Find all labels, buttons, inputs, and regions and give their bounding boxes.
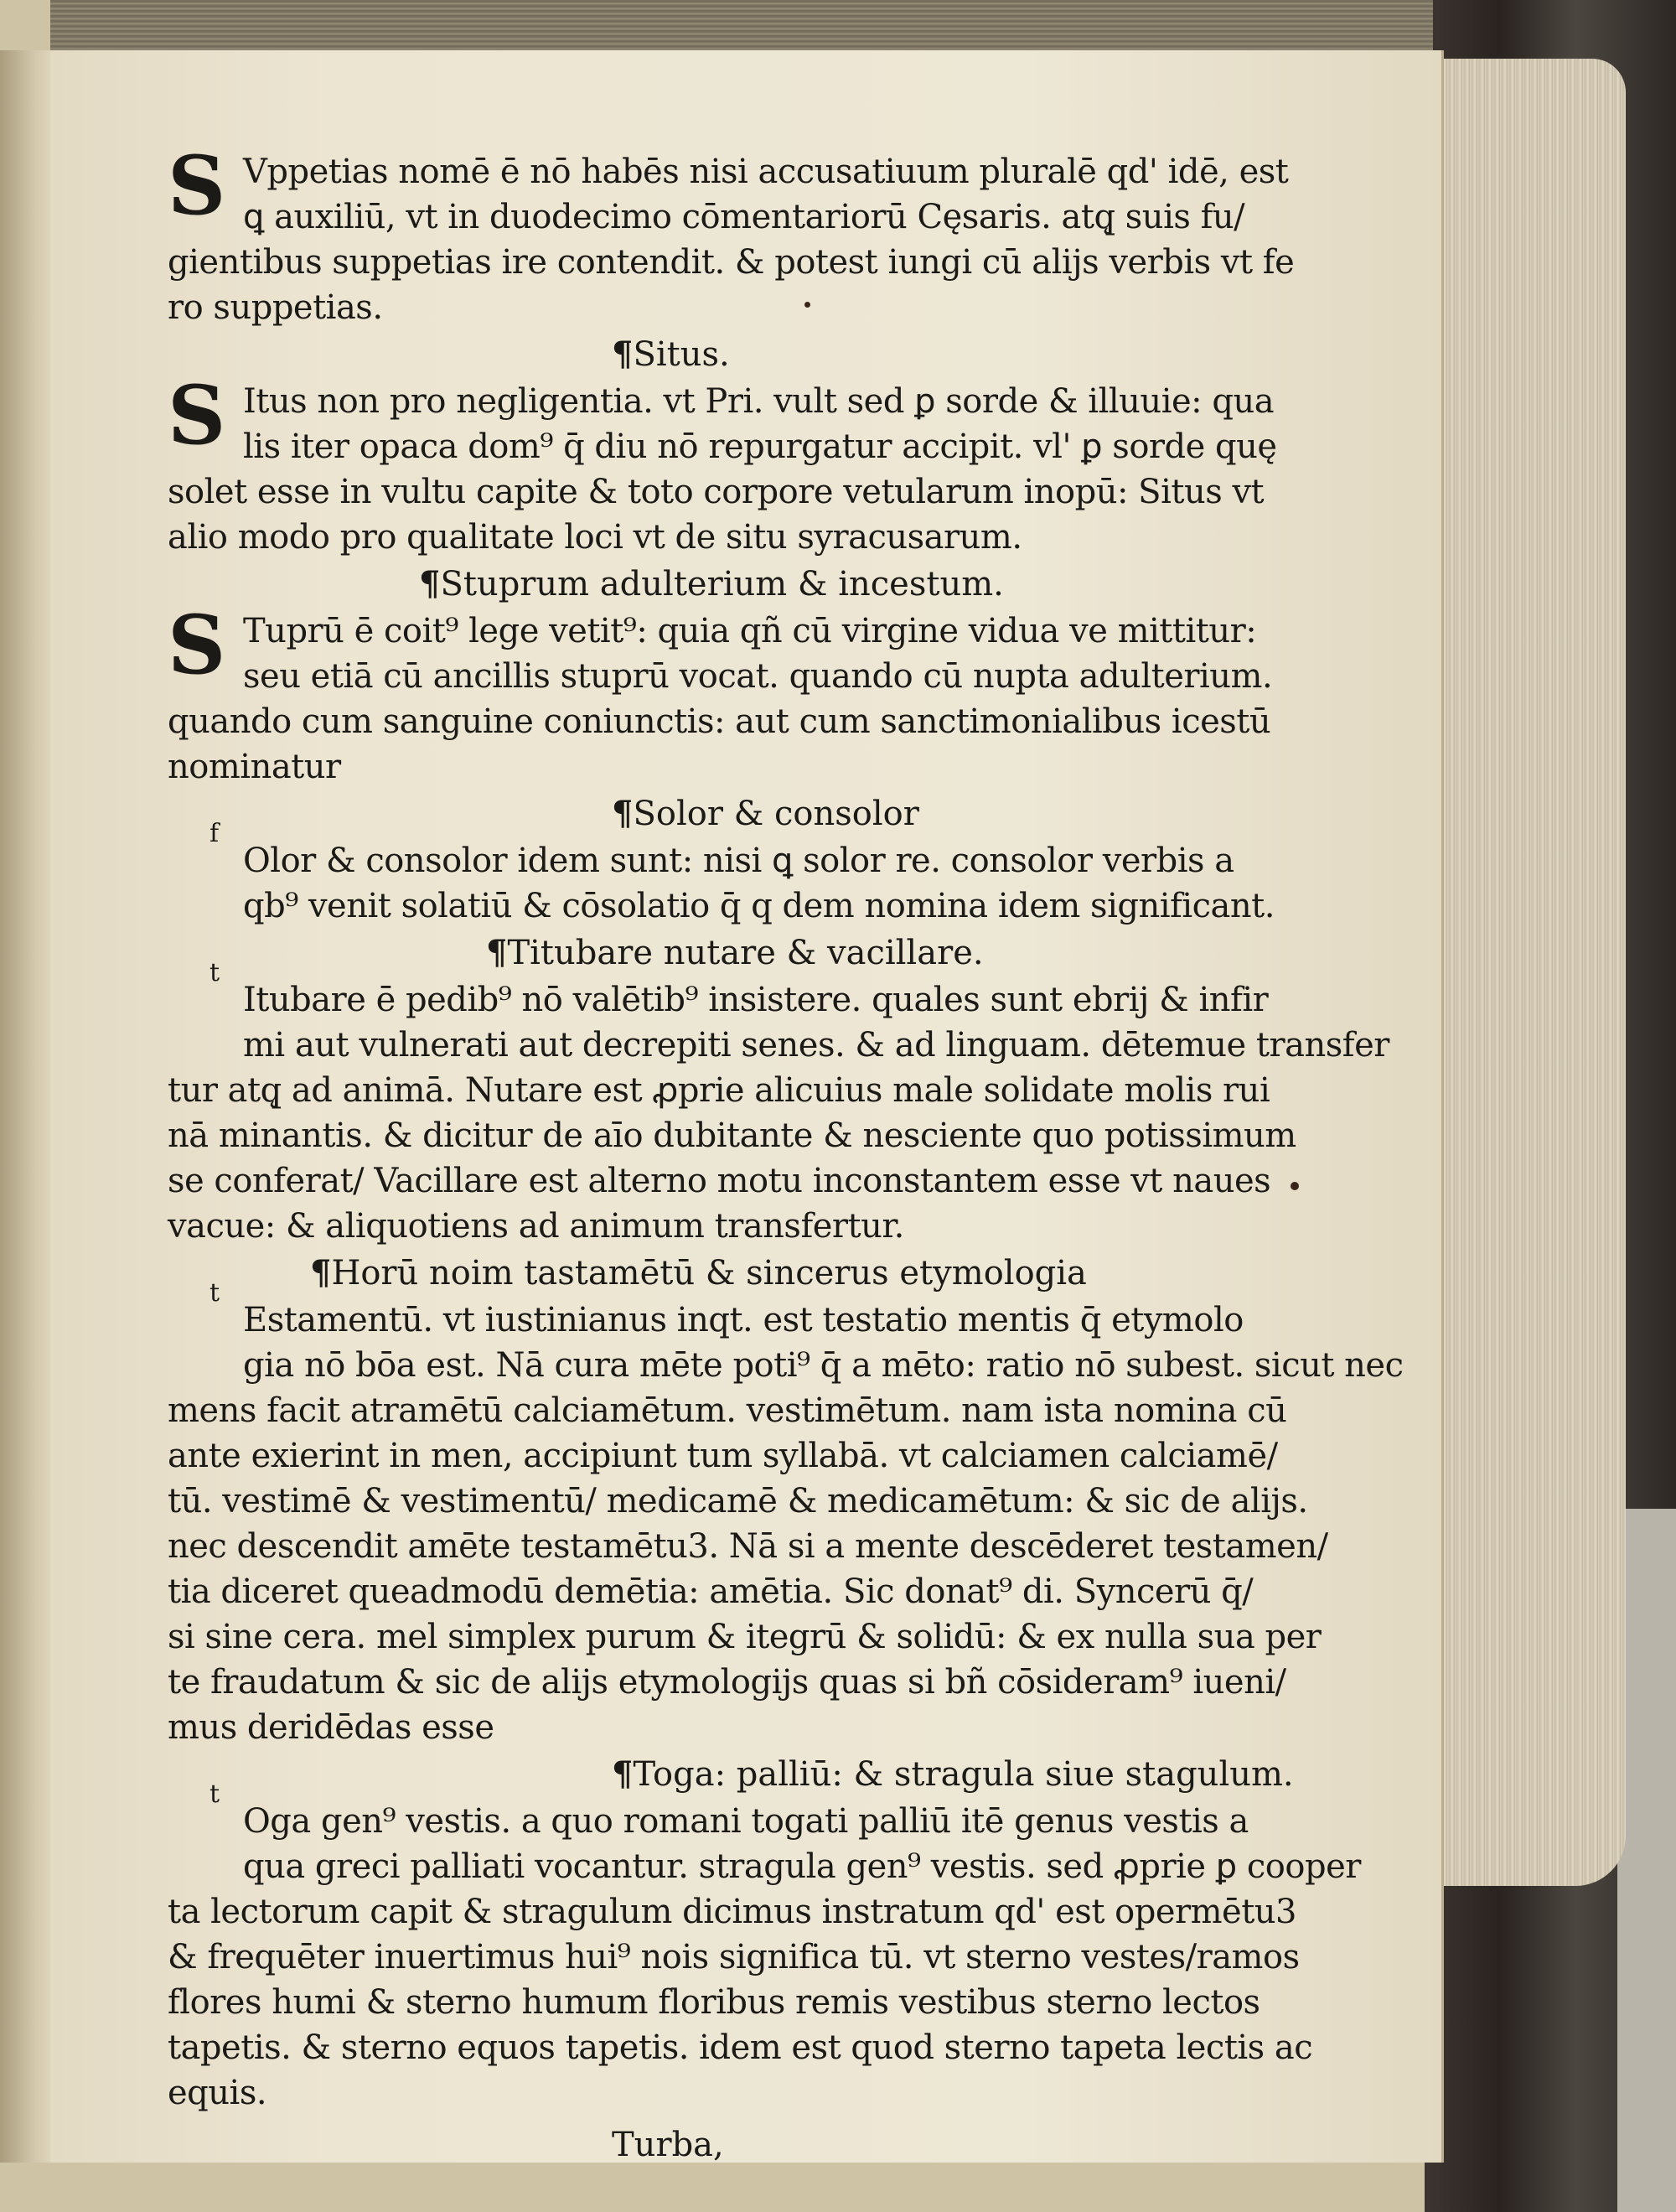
fore-edge-pages: [1425, 59, 1626, 1886]
text-line: ta lectorum capit & stragulum dicimus instratum qd' est opermētu3: [168, 1893, 1296, 1931]
text-line: nominatur: [168, 748, 341, 786]
initial-guide-letter: t: [210, 1779, 220, 1809]
text-line: gientibus suppetias ire contendit. & potest iungi cū alijs verbis vt fe: [168, 243, 1295, 282]
initial-guide-letter: t: [210, 958, 220, 987]
text-line: Vppetias nomē ē nō habēs nisi accusatiuum pluralē qd' idē, est: [243, 153, 1289, 191]
entry-heading: ¶Titubare nutare & vacillare.: [486, 933, 984, 972]
paragraph-mark-icon: ¶: [612, 334, 634, 374]
text-line: tapetis. & sterno equos tapetis. idem est quod sterno tapeta lectis ac: [168, 2028, 1313, 2067]
text-line: tū. vestimē & vestimentū/ medicamē & medicamētum: & sic de alijs.: [168, 1482, 1308, 1520]
paragraph-mark-icon: ¶: [310, 1253, 332, 1292]
text-line: quando cum sanguine coniunctis: aut cum sanctimonialibus icestū: [168, 702, 1271, 741]
ink-speck: [1291, 1182, 1299, 1190]
paragraph-mark-icon: ¶: [419, 564, 441, 604]
text-line: te fraudatum & sic de alijs etymologijs quas si bñ cōsideram⁹ iueni/: [168, 1663, 1286, 1702]
paragraph-mark-icon: ¶: [612, 1754, 634, 1794]
text-line: Estamentū. vt iustinianus inqt. est testatio mentis q̄ etymolo: [243, 1301, 1244, 1339]
text-line: ro suppetias.: [168, 288, 383, 327]
text-line: tur atq̨ ad animā. Nutare est ꝓprie alicuius male solidate molis rui: [168, 1071, 1270, 1110]
text-line: seu etiā cū ancillis stuprū vocat. quando cū nupta adulterium.: [243, 657, 1273, 696]
entry-heading: ¶Horū noim tastamētū & sincerus etymologia: [310, 1253, 1087, 1292]
text-line: Tuprū ē coit⁹ lege vetit⁹: quia qñ cū virgine vidua ve mittitur:: [243, 612, 1257, 650]
initial-guide-letter: t: [210, 1278, 220, 1308]
text-line: qb⁹ venit solatiū & cōsolatio q̄ q dem nomina idem significant.: [243, 887, 1275, 925]
paragraph-mark-icon: ¶: [486, 933, 508, 972]
text-line: si sine cera. mel simplex purum & itegrū & solidū: & ex nulla sua per: [168, 1618, 1322, 1656]
text-line: ante exierint in men, accipiunt tum syllabā. vt calciamen calciamē/: [168, 1437, 1278, 1475]
drop-initial: S: [168, 598, 226, 692]
text-line: Itus non pro negligentia. vt Pri. vult sed ꝑ sorde & illuuie: qua: [243, 382, 1275, 421]
entry-heading: ¶Stuprum adulterium & incestum.: [419, 564, 1004, 604]
text-line: vacue: & aliquotiens ad animum transfertur.: [168, 1207, 904, 1246]
ink-speck: [804, 302, 810, 308]
initial-guide-letter: f: [210, 819, 220, 848]
text-line: alio modo pro qualitate loci vt de situ syracusarum.: [168, 518, 1022, 557]
text-line: mus deridēdas esse: [168, 1708, 494, 1747]
table-surface: [1617, 1509, 1676, 2212]
text-line: ꝗ auxiliū, vt in duodecimo cōmentariorū Cęsaris. atq̨ suis fu/: [243, 198, 1245, 236]
text-line: solet esse in vultu capite & toto corpore vetularum inopū: Situs vt: [168, 473, 1265, 511]
entry-heading: ¶Situs.: [612, 334, 730, 374]
text-line: mi aut vulnerati aut decrepiti senes. & ad linguam. dētemue transfer: [243, 1026, 1389, 1065]
catchword: Turba,: [612, 2126, 724, 2164]
paragraph-mark-icon: ¶: [612, 794, 634, 833]
text-line: & frequēter inuertimus hui⁹ nois significa tū. vt sterno vestes/ramos: [168, 1938, 1300, 1976]
text-line: flores humi & sterno humum floribus remis vestibus sterno lectos: [168, 1983, 1260, 2022]
entry-heading: ¶Solor & consolor: [612, 794, 919, 833]
text-line: nec descendit amēte testamētu3. Nā si a mente descēderet testamen/: [168, 1527, 1328, 1566]
text-line: lis iter opaca dom⁹ q̄ diu nō repurgatur accipit. vl' ꝑ sorde quę: [243, 427, 1277, 466]
printed-page: [50, 50, 1444, 2163]
text-line: Olor & consolor idem sunt: nisi ꝗ solor re. consolor verbis a: [243, 842, 1234, 880]
text-line: Itubare ē pedib⁹ nō valētib⁹ insistere. quales sunt ebrij & infir: [243, 981, 1269, 1019]
text-line: gia nō bōa est. Nā cura mēte poti⁹ q̄ a mēto: ratio nō subest. sicut nec: [243, 1346, 1404, 1385]
entry-heading: ¶Toga: palliū: & stragula siue stagulum.: [612, 1754, 1294, 1794]
text-line: tia diceret queadmodū demētia: amētia. Sic donat⁹ di. Syncerū q̄/: [168, 1572, 1254, 1611]
text-line: se conferat/ Vacillare est alterno motu inconstantem esse vt naues: [168, 1162, 1271, 1200]
drop-initial: S: [168, 368, 226, 463]
text-line: nā minantis. & dicitur de aīo dubitante & nesciente quo potissimum: [168, 1116, 1296, 1155]
text-line: mens facit atramētū calciamētum. vestimētum. nam ista nomina cū: [168, 1391, 1287, 1430]
text-line: qua greci palliati vocantur. stragula gen⁹ vestis. sed ꝓprie ꝑ cooper: [243, 1847, 1361, 1886]
drop-initial: S: [168, 138, 226, 233]
text-line: Oga gen⁹ vestis. a quo romani togati palliū itē genus vestis a: [243, 1802, 1249, 1841]
text-line: equis.: [168, 2074, 267, 2112]
